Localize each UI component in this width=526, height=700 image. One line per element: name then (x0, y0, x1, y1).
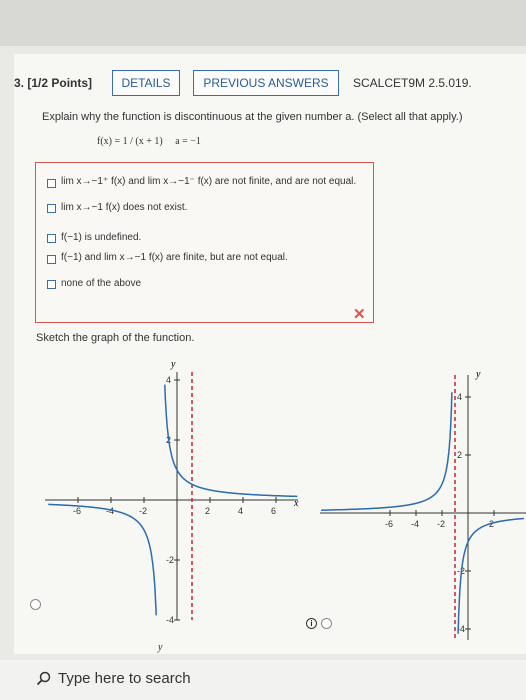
graph-1-ytick-label: 2 (166, 435, 172, 445)
browser-top-band (0, 0, 526, 46)
option-5-checkbox[interactable] (47, 280, 56, 289)
previous-answers-button[interactable]: PREVIOUS ANSWERS (193, 70, 339, 96)
graph-2-xtick-label: -6 (385, 519, 394, 529)
graph-2-ytick-label: 4 (457, 392, 463, 402)
below-graph-label: y (158, 642, 163, 653)
search-icon (36, 671, 52, 687)
question-prompt: Explain why the function is discontinuous at the given number a. (Select all that apply.) (42, 111, 463, 123)
option-5-label: none of the above (61, 278, 142, 289)
option-1-label: lim x→−1⁺ f(x) and lim x→−1⁻ f(x) are not finite, and are not equal. (61, 176, 357, 187)
question-number: 3. (14, 76, 25, 90)
graph-1-xtick-label: 6 (271, 506, 277, 516)
graph-2-xtick-label: -2 (437, 519, 446, 529)
graph-1-xtick-label: -4 (106, 506, 115, 516)
incorrect-x-icon: ✕ (353, 306, 366, 323)
graph-instructions: Sketch the graph of the function. (36, 332, 195, 344)
graph-1-ytick-label: -2 (166, 555, 175, 565)
details-button[interactable]: DETAILS (112, 70, 180, 96)
graph-1-x-label: x (294, 498, 299, 509)
graph-1-xtick-label: -6 (73, 506, 82, 516)
graph-2-y-label: y (476, 369, 481, 380)
question-points: [1/2 Points] (27, 76, 93, 90)
graph-2-xtick-label: -4 (411, 519, 420, 529)
option-4-checkbox[interactable] (47, 255, 56, 264)
option-3-label: f(−1) is undefined. (61, 232, 142, 243)
graph-1-ytick-label: 4 (166, 375, 172, 385)
option-2-checkbox[interactable] (47, 204, 56, 213)
graph-2-ytick-label: -2 (457, 566, 466, 576)
graph-1[interactable] (40, 350, 310, 625)
function-formula (97, 136, 201, 147)
option-3-checkbox[interactable] (47, 234, 56, 243)
option-4-label: f(−1) and lim x→−1 f(x) are finite, but are not equal. (61, 252, 288, 263)
search-input[interactable]: Type here to search (58, 670, 191, 687)
graph-1-ytick-label: -4 (166, 615, 175, 625)
function-formula-text: f(x) = 1 / (x + 1) (97, 136, 163, 147)
info-icon[interactable]: i (306, 618, 317, 629)
question-header (14, 76, 92, 90)
graph-2-ytick-label: 2 (457, 450, 463, 460)
graph-1-y-label: y (171, 359, 176, 370)
problem-code: SCALCET9M 2.5.019. (353, 76, 472, 90)
given-a-value: a = −1 (175, 136, 201, 147)
graph-1-xtick-label: 2 (205, 506, 211, 516)
graph-1-xtick-label: 4 (238, 506, 244, 516)
graph-1-xtick-label: -2 (139, 506, 148, 516)
graph-2-xtick-label: 2 (489, 519, 495, 529)
graph-2-radio[interactable] (321, 618, 332, 629)
option-2-label: lim x→−1 f(x) does not exist. (61, 202, 188, 213)
graph-1-radio[interactable] (30, 599, 41, 610)
graph-2-ytick-label: -4 (457, 624, 466, 634)
graph-2[interactable] (320, 355, 526, 645)
option-1-checkbox[interactable] (47, 179, 56, 188)
